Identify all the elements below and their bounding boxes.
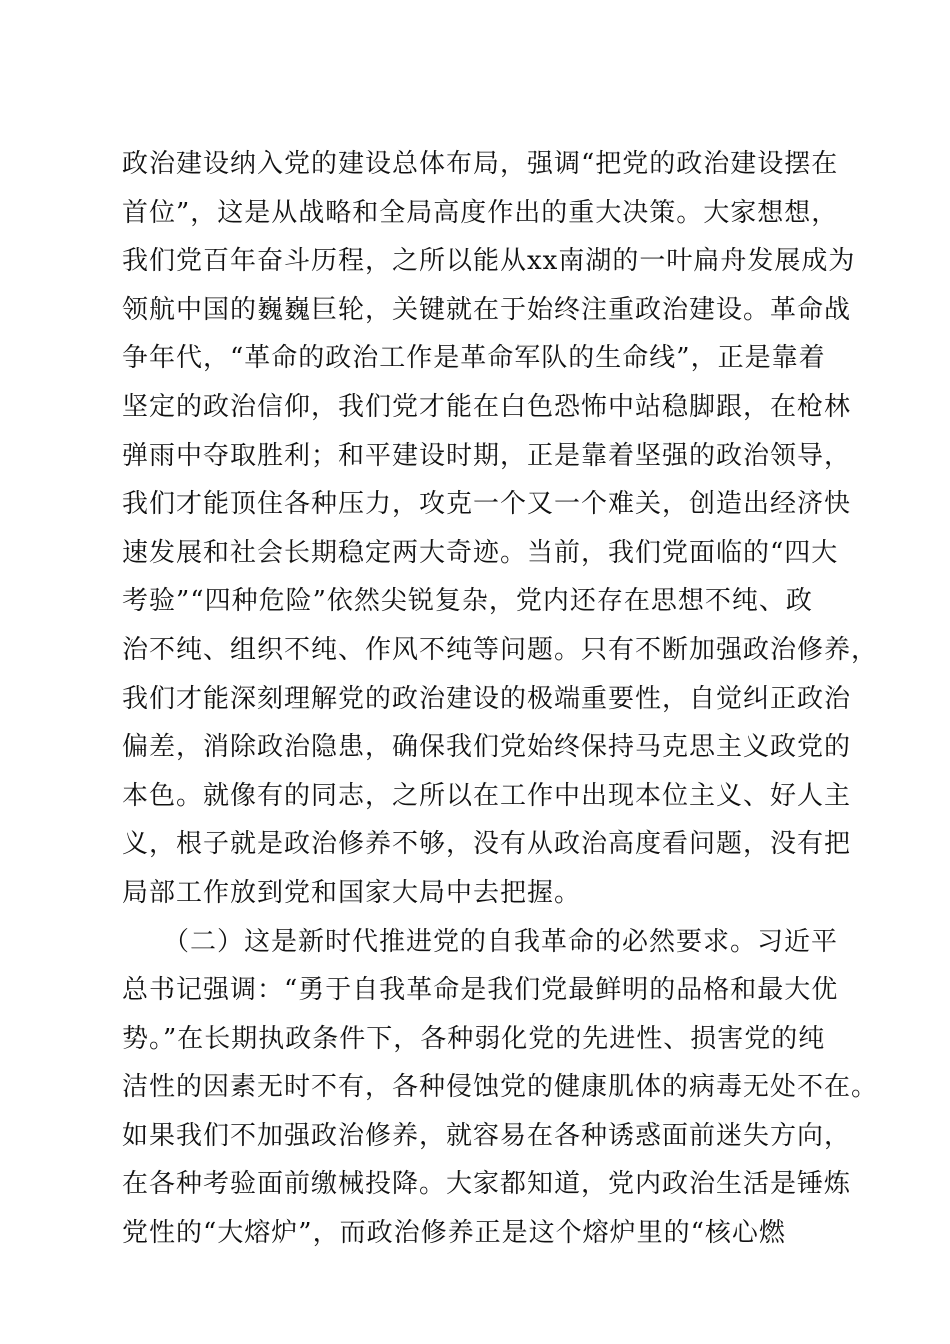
text-line-21: 如果我们不加强政治修养，就容易在各种诱惑面前迷失方向， bbox=[122, 1120, 852, 1151]
text-line-13: 偏差，消除政治隐患，确保我们党始终保持马克思主义政党的 bbox=[122, 732, 852, 763]
text-line-22: 在各种考验面前缴械投降。大家都知道，党内政治生活是锤炼 bbox=[122, 1169, 852, 1200]
text-line-12: 我们才能深刻理解党的政治建设的极端重要性，自觉纠正政治 bbox=[122, 683, 852, 714]
body-text bbox=[122, 140, 879, 1258]
text-line-7: 弹雨中夺取胜利；和平建设时期，正是靠着坚强的政治领导， bbox=[122, 440, 852, 471]
text-line-2: 首位”，这是从战略和全局高度作出的重大决策。大家想想， bbox=[122, 197, 839, 228]
text-line-4: 领航中国的巍巍巨轮，关键就在于始终注重政治建设。革命战 bbox=[122, 294, 852, 325]
text-line-10: 考验”“四种危险”依然尖锐复杂，党内还存在思想不纯、政 bbox=[122, 586, 813, 617]
text-line-5: 争年代，“革命的政治工作是革命军队的生命线”，正是靠着 bbox=[122, 343, 826, 374]
text-line-15: 义，根子就是政治修养不够，没有从政治高度看问题，没有把 bbox=[122, 829, 852, 860]
text-line-11: 治不纯、组织不纯、作风不纯等问题。只有不断加强政治修养， bbox=[122, 634, 879, 665]
text-line-6: 坚定的政治信仰，我们党才能在白色恐怖中站稳脚跟，在枪林 bbox=[122, 391, 852, 422]
text-line-18: 总书记强调：“勇于自我革命是我们党最鲜明的品格和最大优 bbox=[122, 975, 839, 1006]
text-line-1: 政治建设纳入党的建设总体布局，强调“把党的政治建设摆在 bbox=[122, 149, 839, 179]
text-line-9: 速发展和社会长期稳定两大奇迹。当前，我们党面临的“四大 bbox=[122, 537, 839, 568]
text-line-19: 势。”在长期执政条件下，各种弱化党的先进性、损害党的纯 bbox=[122, 1023, 826, 1054]
text-line-14: 本色。就像有的同志，之所以在工作中出现本位主义、好人主 bbox=[122, 780, 852, 811]
text-line-20: 洁性的因素无时不有，各种侵蚀党的健康肌体的病毒无处不在。 bbox=[122, 1072, 879, 1103]
text-line-16: 局部工作放到党和国家大局中去把握。 bbox=[122, 877, 582, 908]
text-line-8: 我们才能顶住各种压力，攻克一个又一个难关，创造出经济快 bbox=[122, 489, 852, 520]
text-line-3: 我们党百年奋斗历程，之所以能从xx南湖的一叶扁舟发展成为 bbox=[122, 246, 856, 277]
section-heading-line: （二）这是新时代推进党的自我革命的必然要求。习近平 bbox=[122, 926, 839, 957]
text-line-23: 党性的“大熔炉”，而政治修养正是这个熔炉里的“核心燃 bbox=[122, 1218, 786, 1249]
